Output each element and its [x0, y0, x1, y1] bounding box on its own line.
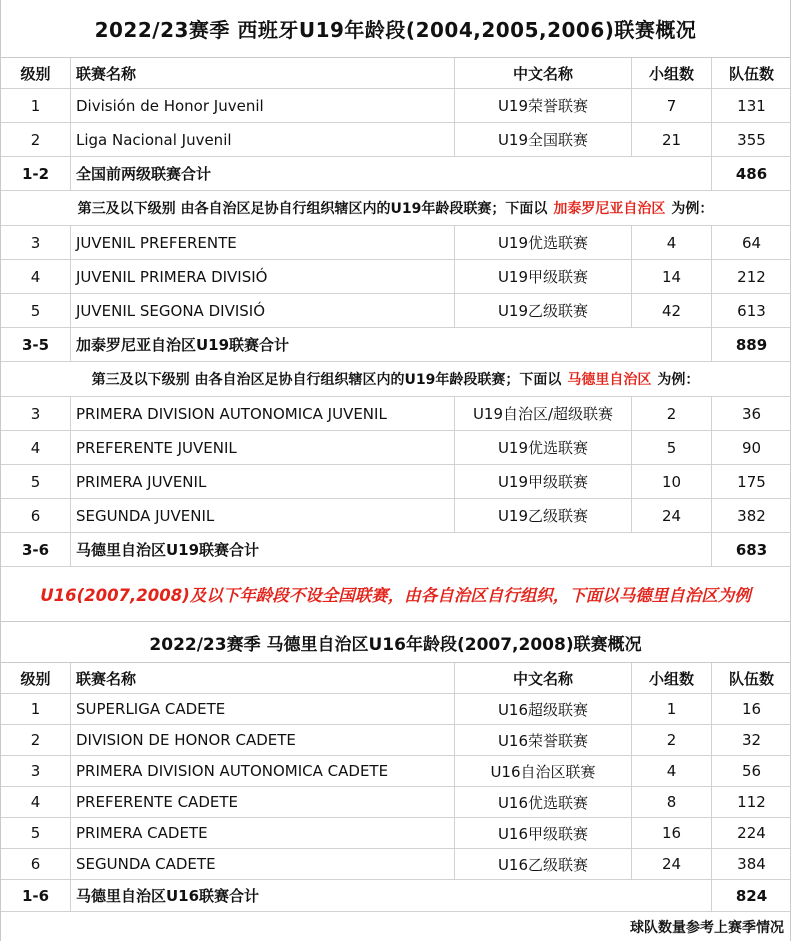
u16-title: 2022/23赛季 马德里自治区U16年龄段(2007,2008)联赛概况	[1, 621, 790, 663]
table-row	[1, 89, 790, 123]
total-level: 3-5	[21, 335, 50, 354]
total-teams: 889	[711, 328, 791, 361]
note-prefix: 第三及以下级别 由各自治区足协自行组织辖区内的U19年龄段联赛；下面以	[91, 372, 562, 388]
table-row	[1, 465, 790, 499]
row-groups: 8	[631, 787, 711, 817]
u19-header-row	[1, 58, 790, 89]
row-teams: 382	[711, 499, 791, 532]
row-cn: U19优选联赛	[454, 431, 631, 464]
note-region: 马德里自治区	[567, 372, 652, 388]
row-groups: 42	[631, 294, 711, 327]
row-groups: 14	[631, 260, 711, 293]
header-groups: 小组数	[631, 58, 711, 88]
total-level: 1-6	[21, 886, 50, 905]
row-groups: 10	[631, 465, 711, 498]
row-groups: 4	[631, 756, 711, 786]
row-cn: U19乙级联赛	[454, 294, 631, 327]
row-cn: U16甲级联赛	[454, 818, 631, 848]
row-level: 3	[30, 233, 41, 252]
row-name: JUVENIL SEGONA DIVISIÓ	[70, 294, 454, 327]
u19-title: 2022/23赛季 西班牙U19年龄段(2004,2005,2006)联赛概况	[1, 0, 790, 58]
row-cn: U19全国联赛	[454, 123, 631, 156]
row-cn: U16超级联赛	[454, 694, 631, 724]
u16-total-row	[1, 880, 790, 912]
row-groups: 24	[631, 849, 711, 879]
header-level: 级别	[20, 669, 51, 688]
national-total-row	[1, 157, 790, 191]
row-teams: 64	[711, 226, 791, 259]
row-teams: 224	[711, 818, 791, 848]
header-cn: 中文名称	[454, 58, 631, 88]
table-row	[1, 294, 790, 328]
row-level: 2	[30, 130, 41, 149]
note-prefix: 第三及以下级别 由各自治区足协自行组织辖区内的U19年龄段联赛；下面以	[77, 201, 548, 217]
table-row	[1, 260, 790, 294]
row-cn: U19甲级联赛	[454, 465, 631, 498]
table-row	[1, 756, 790, 787]
row-name: JUVENIL PRIMERA DIVISIÓ	[70, 260, 454, 293]
total-label: 马德里自治区U16联赛合计	[70, 880, 711, 911]
row-name: SEGUNDA CADETE	[70, 849, 454, 879]
table-row	[1, 818, 790, 849]
note-suffix: 为例：	[657, 372, 700, 388]
row-name: PRIMERA DIVISION AUTONOMICA CADETE	[70, 756, 454, 786]
row-name: SUPERLIGA CADETE	[70, 694, 454, 724]
row-level: 1	[30, 700, 41, 718]
header-cn: 中文名称	[454, 663, 631, 693]
row-name: SEGUNDA JUVENIL	[70, 499, 454, 532]
table-row	[1, 725, 790, 756]
u16-banner: U16(2007,2008)及以下年龄段不设全国联赛，由各自治区自行组织，下面以马德里自治区为例	[40, 586, 751, 605]
row-level: 5	[30, 301, 41, 320]
row-groups: 21	[631, 123, 711, 156]
row-groups: 1	[631, 694, 711, 724]
row-teams: 36	[711, 397, 791, 430]
row-level: 6	[30, 855, 41, 873]
row-cn: U16荣誉联赛	[454, 725, 631, 755]
total-teams: 683	[711, 533, 791, 566]
table-row	[1, 226, 790, 260]
row-teams: 16	[711, 694, 791, 724]
row-level: 3	[30, 404, 41, 423]
row-teams: 384	[711, 849, 791, 879]
table-row	[1, 499, 790, 533]
note-region: 加泰罗尼亚自治区	[553, 201, 666, 217]
row-level: 2	[30, 731, 41, 749]
table-row	[1, 849, 790, 880]
header-teams: 队伍数	[711, 663, 791, 693]
row-name: PREFERENTE CADETE	[70, 787, 454, 817]
table-row	[1, 397, 790, 431]
row-teams: 212	[711, 260, 791, 293]
total-level: 1-2	[21, 164, 50, 183]
row-teams: 90	[711, 431, 791, 464]
row-groups: 7	[631, 89, 711, 122]
row-cn: U19自治区/超级联赛	[454, 397, 631, 430]
row-name: PRIMERA CADETE	[70, 818, 454, 848]
table-row	[1, 787, 790, 818]
row-name: División de Honor Juvenil	[70, 89, 454, 122]
row-cn: U19优选联赛	[454, 226, 631, 259]
header-groups: 小组数	[631, 663, 711, 693]
header-teams: 队伍数	[711, 58, 791, 88]
row-name: PRIMERA DIVISION AUTONOMICA JUVENIL	[70, 397, 454, 430]
row-cn: U19乙级联赛	[454, 499, 631, 532]
row-cn: U16优选联赛	[454, 787, 631, 817]
row-name: PRIMERA JUVENIL	[70, 465, 454, 498]
row-cn: U19荣誉联赛	[454, 89, 631, 122]
row-level: 4	[30, 267, 41, 286]
madrid-note	[1, 362, 790, 397]
total-level: 3-6	[21, 540, 50, 559]
row-teams: 56	[711, 756, 791, 786]
total-label: 全国前两级联赛合计	[70, 157, 711, 190]
row-name: PREFERENTE JUVENIL	[70, 431, 454, 464]
row-level: 4	[30, 793, 41, 811]
row-groups: 4	[631, 226, 711, 259]
total-teams: 486	[711, 157, 791, 190]
row-level: 1	[30, 96, 41, 115]
row-level: 3	[30, 762, 41, 780]
row-cn: U16自治区联赛	[454, 756, 631, 786]
row-level: 5	[30, 824, 41, 842]
row-level: 6	[30, 506, 41, 525]
row-groups: 24	[631, 499, 711, 532]
table-row	[1, 694, 790, 725]
row-teams: 175	[711, 465, 791, 498]
note-suffix: 为例：	[671, 201, 714, 217]
row-name: JUVENIL PREFERENTE	[70, 226, 454, 259]
catalonia-note	[1, 191, 790, 226]
row-groups: 16	[631, 818, 711, 848]
row-teams: 613	[711, 294, 791, 327]
total-label: 加泰罗尼亚自治区U19联赛合计	[70, 328, 711, 361]
row-cn: U16乙级联赛	[454, 849, 631, 879]
row-cn: U19甲级联赛	[454, 260, 631, 293]
row-teams: 32	[711, 725, 791, 755]
row-teams: 131	[711, 89, 791, 122]
madrid-u19-total-row	[1, 533, 790, 567]
row-groups: 2	[631, 725, 711, 755]
row-groups: 5	[631, 431, 711, 464]
header-name: 联赛名称	[70, 58, 454, 88]
row-groups: 2	[631, 397, 711, 430]
total-teams: 824	[711, 880, 791, 911]
row-level: 4	[30, 438, 41, 457]
row-name: Liga Nacional Juvenil	[70, 123, 454, 156]
catalonia-total-row	[1, 328, 790, 362]
u16-header-row	[1, 663, 790, 694]
row-level: 5	[30, 472, 41, 491]
total-label: 马德里自治区U19联赛合计	[70, 533, 711, 566]
row-teams: 112	[711, 787, 791, 817]
footer-note: 球队数量参考上赛季情况	[630, 920, 784, 936]
row-teams: 355	[711, 123, 791, 156]
row-name: DIVISION DE HONOR CADETE	[70, 725, 454, 755]
table-row	[1, 123, 790, 157]
table-row	[1, 431, 790, 465]
header-level: 级别	[20, 64, 51, 83]
header-name: 联赛名称	[70, 663, 454, 693]
